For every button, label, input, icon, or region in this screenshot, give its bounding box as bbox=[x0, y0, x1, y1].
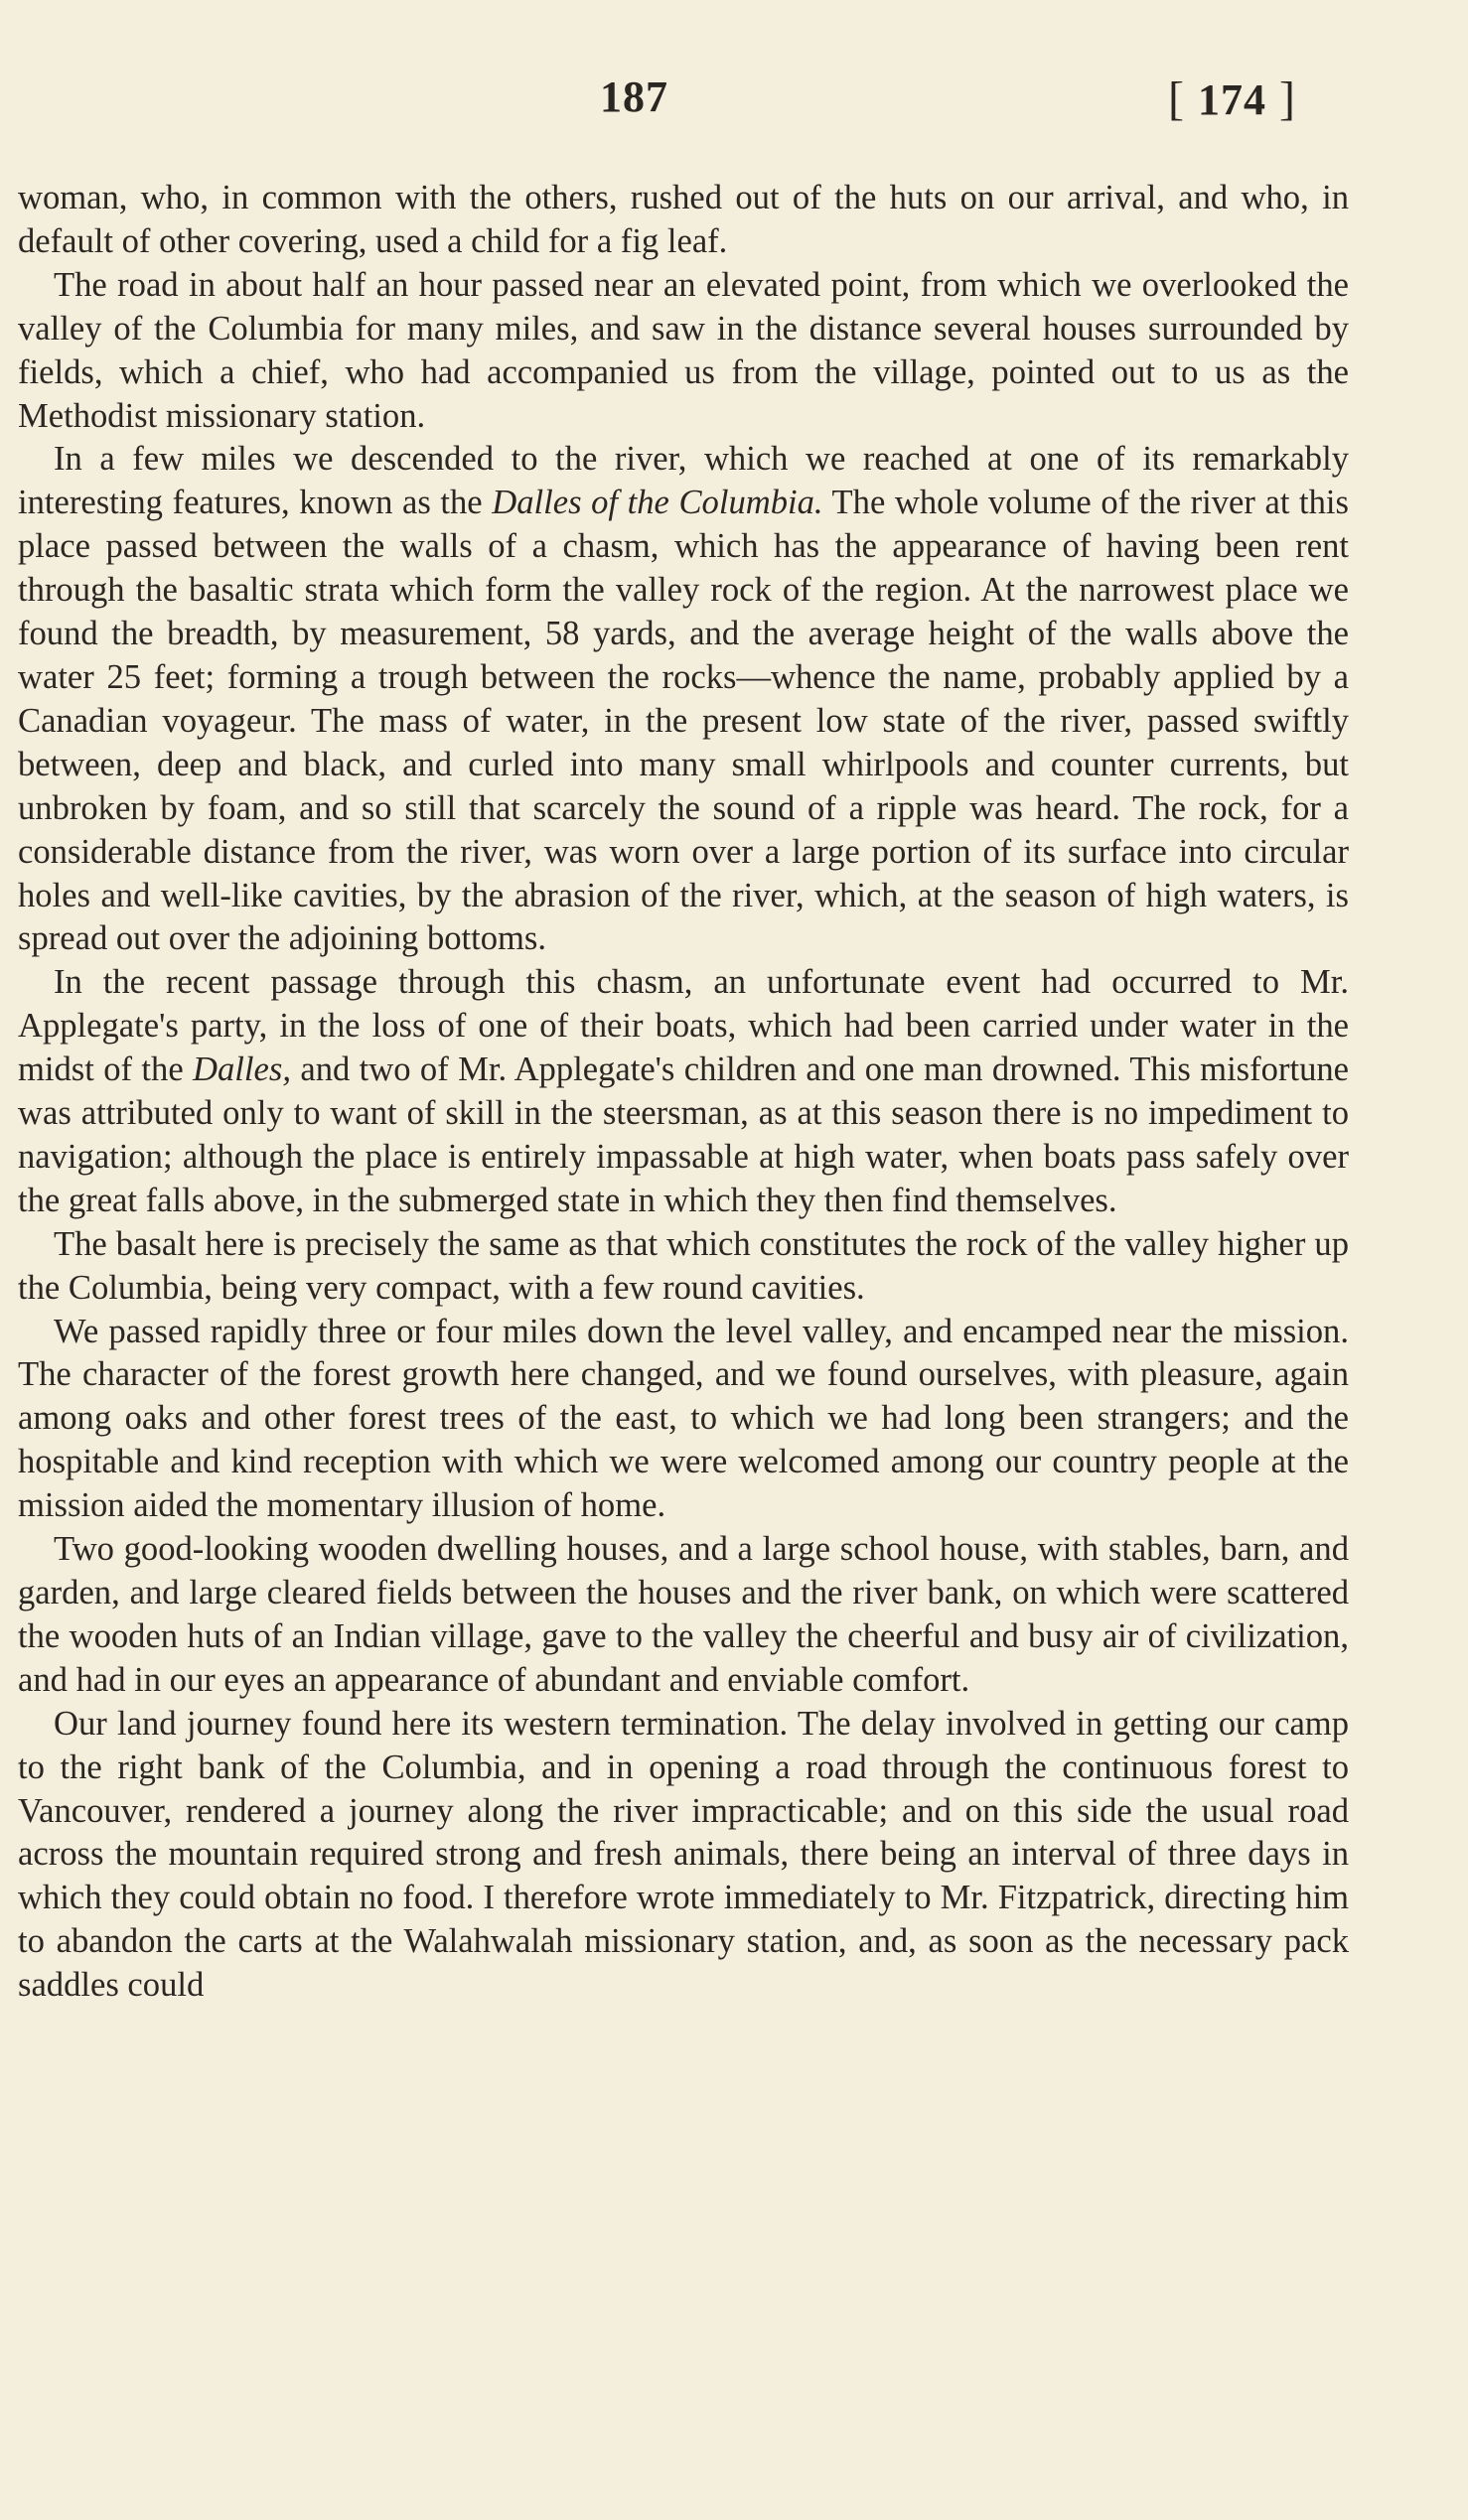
bracket-open: [ bbox=[1168, 72, 1185, 125]
paragraph-7: Two good-looking wooden dwelling houses, and a large school house, with stables, barn, and garden, and large cleared fields between the houses and the river bank, on which were scattered the wooden huts of an Indian village, gave to the valley the cheerful and busy air of civilization, and had in our eyes an appearance of abundant and enviable comfort. bbox=[18, 1530, 1349, 1699]
page-number: 187 bbox=[600, 72, 668, 121]
original-page-reference bbox=[1168, 71, 1296, 126]
paragraph-4-start: In the recent passage through this chasm, an unfortunate event had occurred to Mr. Applegate's party, in the loss of one of their boats, which had been carried under water in the midst of the bbox=[18, 963, 1349, 1089]
paragraph-1: woman, who, in common with the others, rushed out of the huts on our arrival, and who, in default of other covering, used a child for a fig leaf. bbox=[18, 179, 1349, 260]
dalles-of-the-columbia-italic: Dalles of the Columbia. bbox=[492, 484, 823, 522]
paragraph-5: The basalt here is precisely the same as that which constitutes the rock of the valley higher up the Columbia, being very compact, with a few round cavities. bbox=[18, 1224, 1349, 1307]
paragraph-4-rest: and two of Mr. Applegate's children and one man drowned. This misfortune was attributed only to want of skill in the steersman, as at this season there is no impediment to navigation; although the place is entirely impassable at high water, when boats pass safely over the great falls above, in the submerged state in which they then find themselves. bbox=[18, 1050, 1349, 1219]
bracket-close: ] bbox=[1278, 72, 1296, 125]
paragraph-3-start: In a few miles we descended to the river, which we reached at one of its remarkably interesting features, known as the bbox=[18, 440, 1349, 522]
paragraph-2: The road in about half an hour passed near an elevated point, from which we overlooked the valley of the Columbia for many miles, and saw in the distance several houses surrounded by fields, which a chief, who had accompanied us from the village, pointed out to us as the Methodist missionary station. bbox=[18, 265, 1349, 435]
paragraph-8: Our land journey found here its western termination. The delay involved in getting our camp to the right bank of the Columbia, and in opening a road through the continuous forest to Vancouver, rendered a journey along the river impracticable; and on this side the usual road across the mountain required strong and fresh animals, there being an interval of three days in which they could obtain no food. I therefore wrote immediately to Mr. Fitzpatrick, directing him to abandon the carts at the Walahwalah missionary station, and, as soon as the necessary pack saddles could bbox=[18, 1704, 1349, 2005]
body-text bbox=[18, 177, 1349, 2008]
paragraph-4 bbox=[18, 961, 1349, 1222]
paragraph-3 bbox=[18, 438, 1349, 961]
paragraph-3-rest: The whole volume of the river at this place passed between the walls of a chasm, which has the appearance of having been rent through the basaltic strata which form the valley rock of the region. At the narrowest place we found the breadth, by measurement, 58 yards, and the average height of the walls above the water 25 feet; forming a trough between the rocks—whence the name, probably applied by a Canadian voyageur. The mass of water, in the present low state of the river, passed swiftly between, deep and black, and curled into many small whirlpools and counter currents, but unbroken by foam, and so still that scarcely the sound of a ripple was heard. The rock, for a considerable distance from the river, was worn over a large portion of its surface into circular holes and well-like cavities, by the abrasion of the river, which, at the season of high waters, is spread out over the adjoining bottoms. bbox=[18, 484, 1349, 958]
original-page-number: 174 bbox=[1197, 75, 1266, 124]
dalles-italic: Dalles, bbox=[193, 1050, 291, 1089]
paragraph-6: We passed rapidly three or four miles down the level valley, and encamped near the mission. The character of the forest growth here changed, and we found ourselves, with pleasure, again among oaks and other forest trees of the east, to which we had long been strangers; and the hospitable and kind reception with which we were welcomed among our country people at the mission aided the momentary illusion of home. bbox=[18, 1312, 1349, 1525]
